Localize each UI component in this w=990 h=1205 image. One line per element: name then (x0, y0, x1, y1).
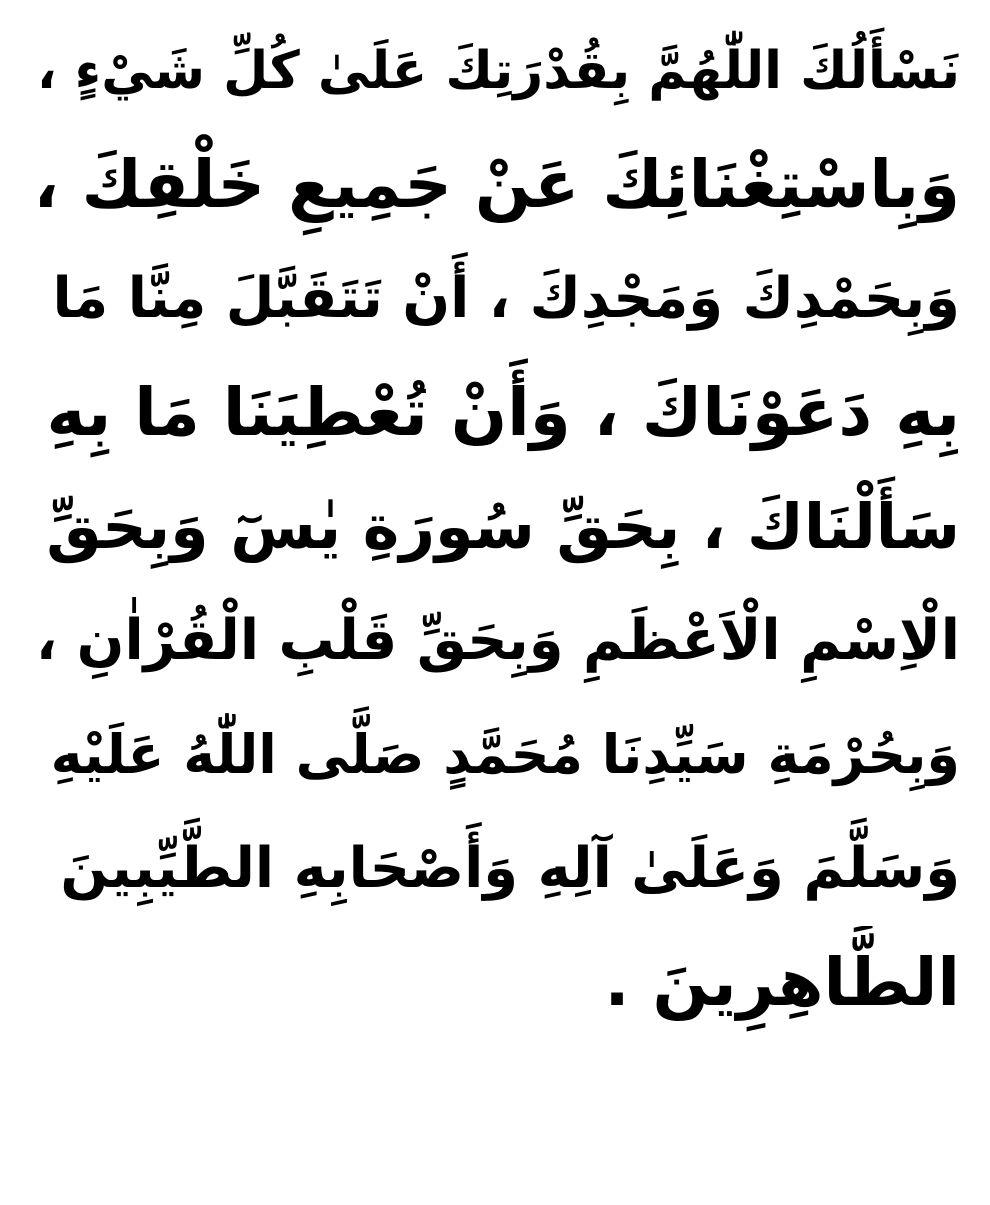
text-line-9: الطَّاهِرِينَ . (604, 944, 960, 1021)
arabic-prayer-text (34, 14, 960, 1040)
text-line-5: سَأَلْنَاكَ ، بِحَقِّ سُورَةِ يٰسٓ وَبِحَقِّ (46, 490, 960, 563)
text-line-4: بِهِ دَعَوْنَاكَ ، وَأَنْ تُعْطِيَنَا مَا بِهِ (46, 374, 960, 451)
text-line-2: وَبِاسْتِغْنَائِكَ عَنْ جَمِيعِ خَلْقِكَ ، (34, 146, 960, 223)
text-line-6: الْاِسْمِ الْاَعْظَمِ وَبِحَقِّ قَلْبِ الْقُرْاٰنِ ، (35, 608, 960, 673)
text-line-1: نَسْأَلُكَ اللّٰهُمَّ بِقُدْرَتِكَ عَلَىٰ كُلِّ شَيْءٍ ، (36, 41, 960, 101)
text-line-3: وَبِحَمْدِكَ وَمَجْدِكَ ، أَنْ تَتَقَبَّلَ مِنَّا مَا (52, 266, 960, 331)
text-line-7: وَبِحُرْمَةِ سَيِّدِنَا مُحَمَّدٍ صَلَّى اللّٰهُ عَلَيْهِ (50, 723, 960, 786)
text-line-8: وَسَلَّمَ وَعَلَىٰ آلِهِ وَأَصْحَابِهِ الطَّيِّبِينَ (60, 836, 960, 901)
